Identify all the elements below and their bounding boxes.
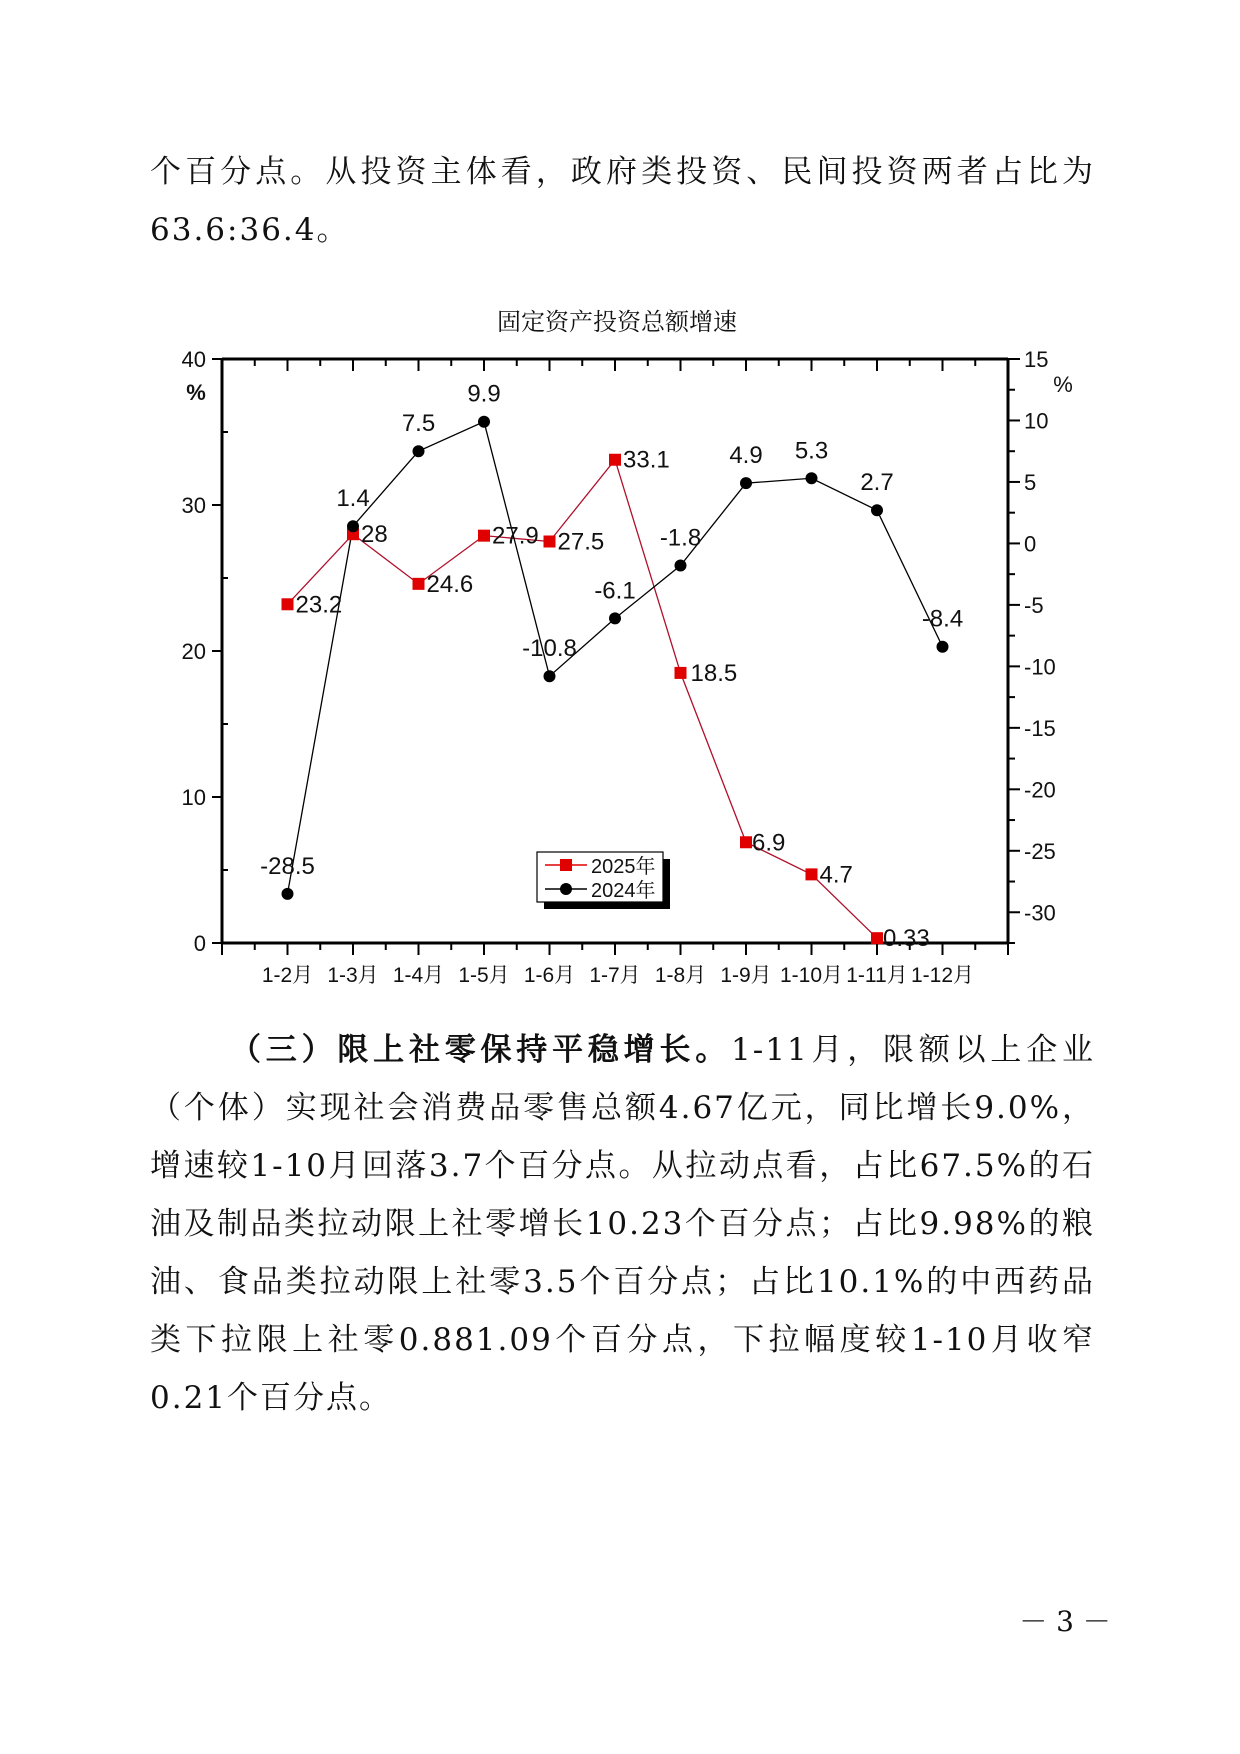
series-2024-data-label: -6.1 xyxy=(594,577,636,605)
left-tick-label: 0 xyxy=(193,931,206,956)
series-2024-point xyxy=(740,477,752,489)
left-tick-label: 40 xyxy=(181,347,206,372)
series-2025-point xyxy=(675,667,687,679)
series-2025-point xyxy=(871,932,883,944)
paragraph-bottom xyxy=(150,1021,1095,1427)
x-tick-label: 1-7月 xyxy=(589,964,641,987)
series-2025-point xyxy=(544,536,556,548)
x-tick-label: 1-9月 xyxy=(720,964,772,987)
series-2024-point xyxy=(871,504,883,516)
series-2024-point xyxy=(413,445,425,457)
series-2025-data-label: 4.7 xyxy=(819,861,853,889)
series-2025-point xyxy=(740,836,752,848)
series-2025-point xyxy=(609,454,621,466)
chart-title: 固定资产投资总额增速 xyxy=(497,309,737,336)
series-2025-data-label: 28 xyxy=(361,521,388,549)
right-tick-label: 5 xyxy=(1024,469,1037,495)
x-tick-label: 1-6月 xyxy=(523,964,576,987)
right-tick-label: 10 xyxy=(1024,408,1049,434)
series-2025-point xyxy=(478,530,490,542)
series-2024-point xyxy=(478,416,490,428)
chart-legend xyxy=(537,852,670,909)
series-2025-data-label: 24.6 xyxy=(426,570,474,598)
series-2025-point xyxy=(806,868,818,880)
series-2024-point xyxy=(937,641,949,653)
right-tick-label: -20 xyxy=(1024,777,1056,803)
x-tick-label: 1-12月 xyxy=(910,964,975,987)
series-2024-point xyxy=(675,560,687,572)
left-axis-unit: % xyxy=(186,380,206,405)
legend-2025-marker xyxy=(560,859,572,871)
series-2025-data-label: 23.2 xyxy=(295,591,343,619)
series-2024-line xyxy=(288,422,943,894)
series-2024-data-label: 1.4 xyxy=(336,485,370,513)
series-2024-data-label: 7.5 xyxy=(401,410,436,438)
left-tick-label: 20 xyxy=(181,639,206,664)
right-tick-label: -15 xyxy=(1024,715,1056,741)
x-tick-label: 1-4月 xyxy=(392,964,445,987)
series-2024-data-label: -10.8 xyxy=(522,635,577,663)
series-2024-point xyxy=(282,888,294,900)
right-tick-label: -5 xyxy=(1024,592,1044,618)
series-2024-data-label: -8.4 xyxy=(921,605,964,633)
right-tick-label: -10 xyxy=(1024,654,1056,680)
series-2024-point xyxy=(347,520,359,532)
series-2025-data-label: 27.5 xyxy=(557,528,605,556)
legend-2024-marker xyxy=(560,883,572,895)
series-2025-data-label: 18.5 xyxy=(690,659,738,687)
x-tick-label: 1-10月 xyxy=(779,964,844,987)
legend-2024-label: 2024年 xyxy=(591,880,656,902)
series-2024-data-label: 2.7 xyxy=(860,469,894,497)
series-2024-data-label: 5.3 xyxy=(794,437,829,465)
x-tick-label: 1-8月 xyxy=(654,964,707,987)
series-2024-data-label: -28.5 xyxy=(260,852,315,880)
left-tick-label: 10 xyxy=(181,785,206,810)
series-2025-point xyxy=(413,578,425,590)
section-heading: （三）限上社零保持平稳增长。 xyxy=(230,1032,732,1068)
left-tick-label: 30 xyxy=(181,493,206,518)
right-tick-label: 0 xyxy=(1024,531,1037,557)
series-2024-point xyxy=(609,612,621,624)
page-number: － 3 － xyxy=(1019,1605,1111,1638)
series-2024-data-label: 4.9 xyxy=(729,442,763,470)
series-2024-data-label: 9.9 xyxy=(467,380,501,408)
series-2025-data-label: 33.1 xyxy=(623,446,670,474)
right-tick-label: -30 xyxy=(1024,900,1056,926)
series-2025-data-label: 0.33 xyxy=(883,925,930,953)
series-2025-point xyxy=(282,598,294,610)
series-2024-point xyxy=(806,472,818,484)
legend-2025-label: 2025年 xyxy=(591,856,656,878)
x-tick-label: 1-5月 xyxy=(458,964,510,987)
x-tick-label: 1-11月 xyxy=(846,964,908,987)
paragraph-top-text: 个百分点。从投资主体看，政府类投资、民间投资两者占比为63.6:36.4。 xyxy=(150,154,1095,248)
series-2025-data-label: 6.9 xyxy=(752,829,786,857)
right-tick-label: 15 xyxy=(1024,347,1049,372)
x-tick-label: 1-3月 xyxy=(327,964,379,987)
x-tick-label: 1-2月 xyxy=(261,964,314,987)
paragraph-bottom-text: 1-11月，限额以上企业（个体）实现社会消费品零售总额4.67亿元，同比增长9.0%，增速较1-10月回落3.7个百分点。从拉动点看，占比67.5%的石油及制品类拉动限上社零增长10.23个百分点；占比9.98%的粮油、食品类拉动限上社零3.5个百分点；占比10.1%的中西药品类下拉限上社零0.881.09个百分点，下拉幅度较1-10月收窄0.21个百分点。 xyxy=(150,1032,1095,1416)
right-tick-label: -25 xyxy=(1024,838,1056,864)
right-axis-unit: % xyxy=(1053,372,1073,397)
series-2024-data-label: -1.8 xyxy=(659,524,702,552)
series-2024-point xyxy=(544,670,556,682)
series-2025-data-label: 27.9 xyxy=(492,522,539,550)
